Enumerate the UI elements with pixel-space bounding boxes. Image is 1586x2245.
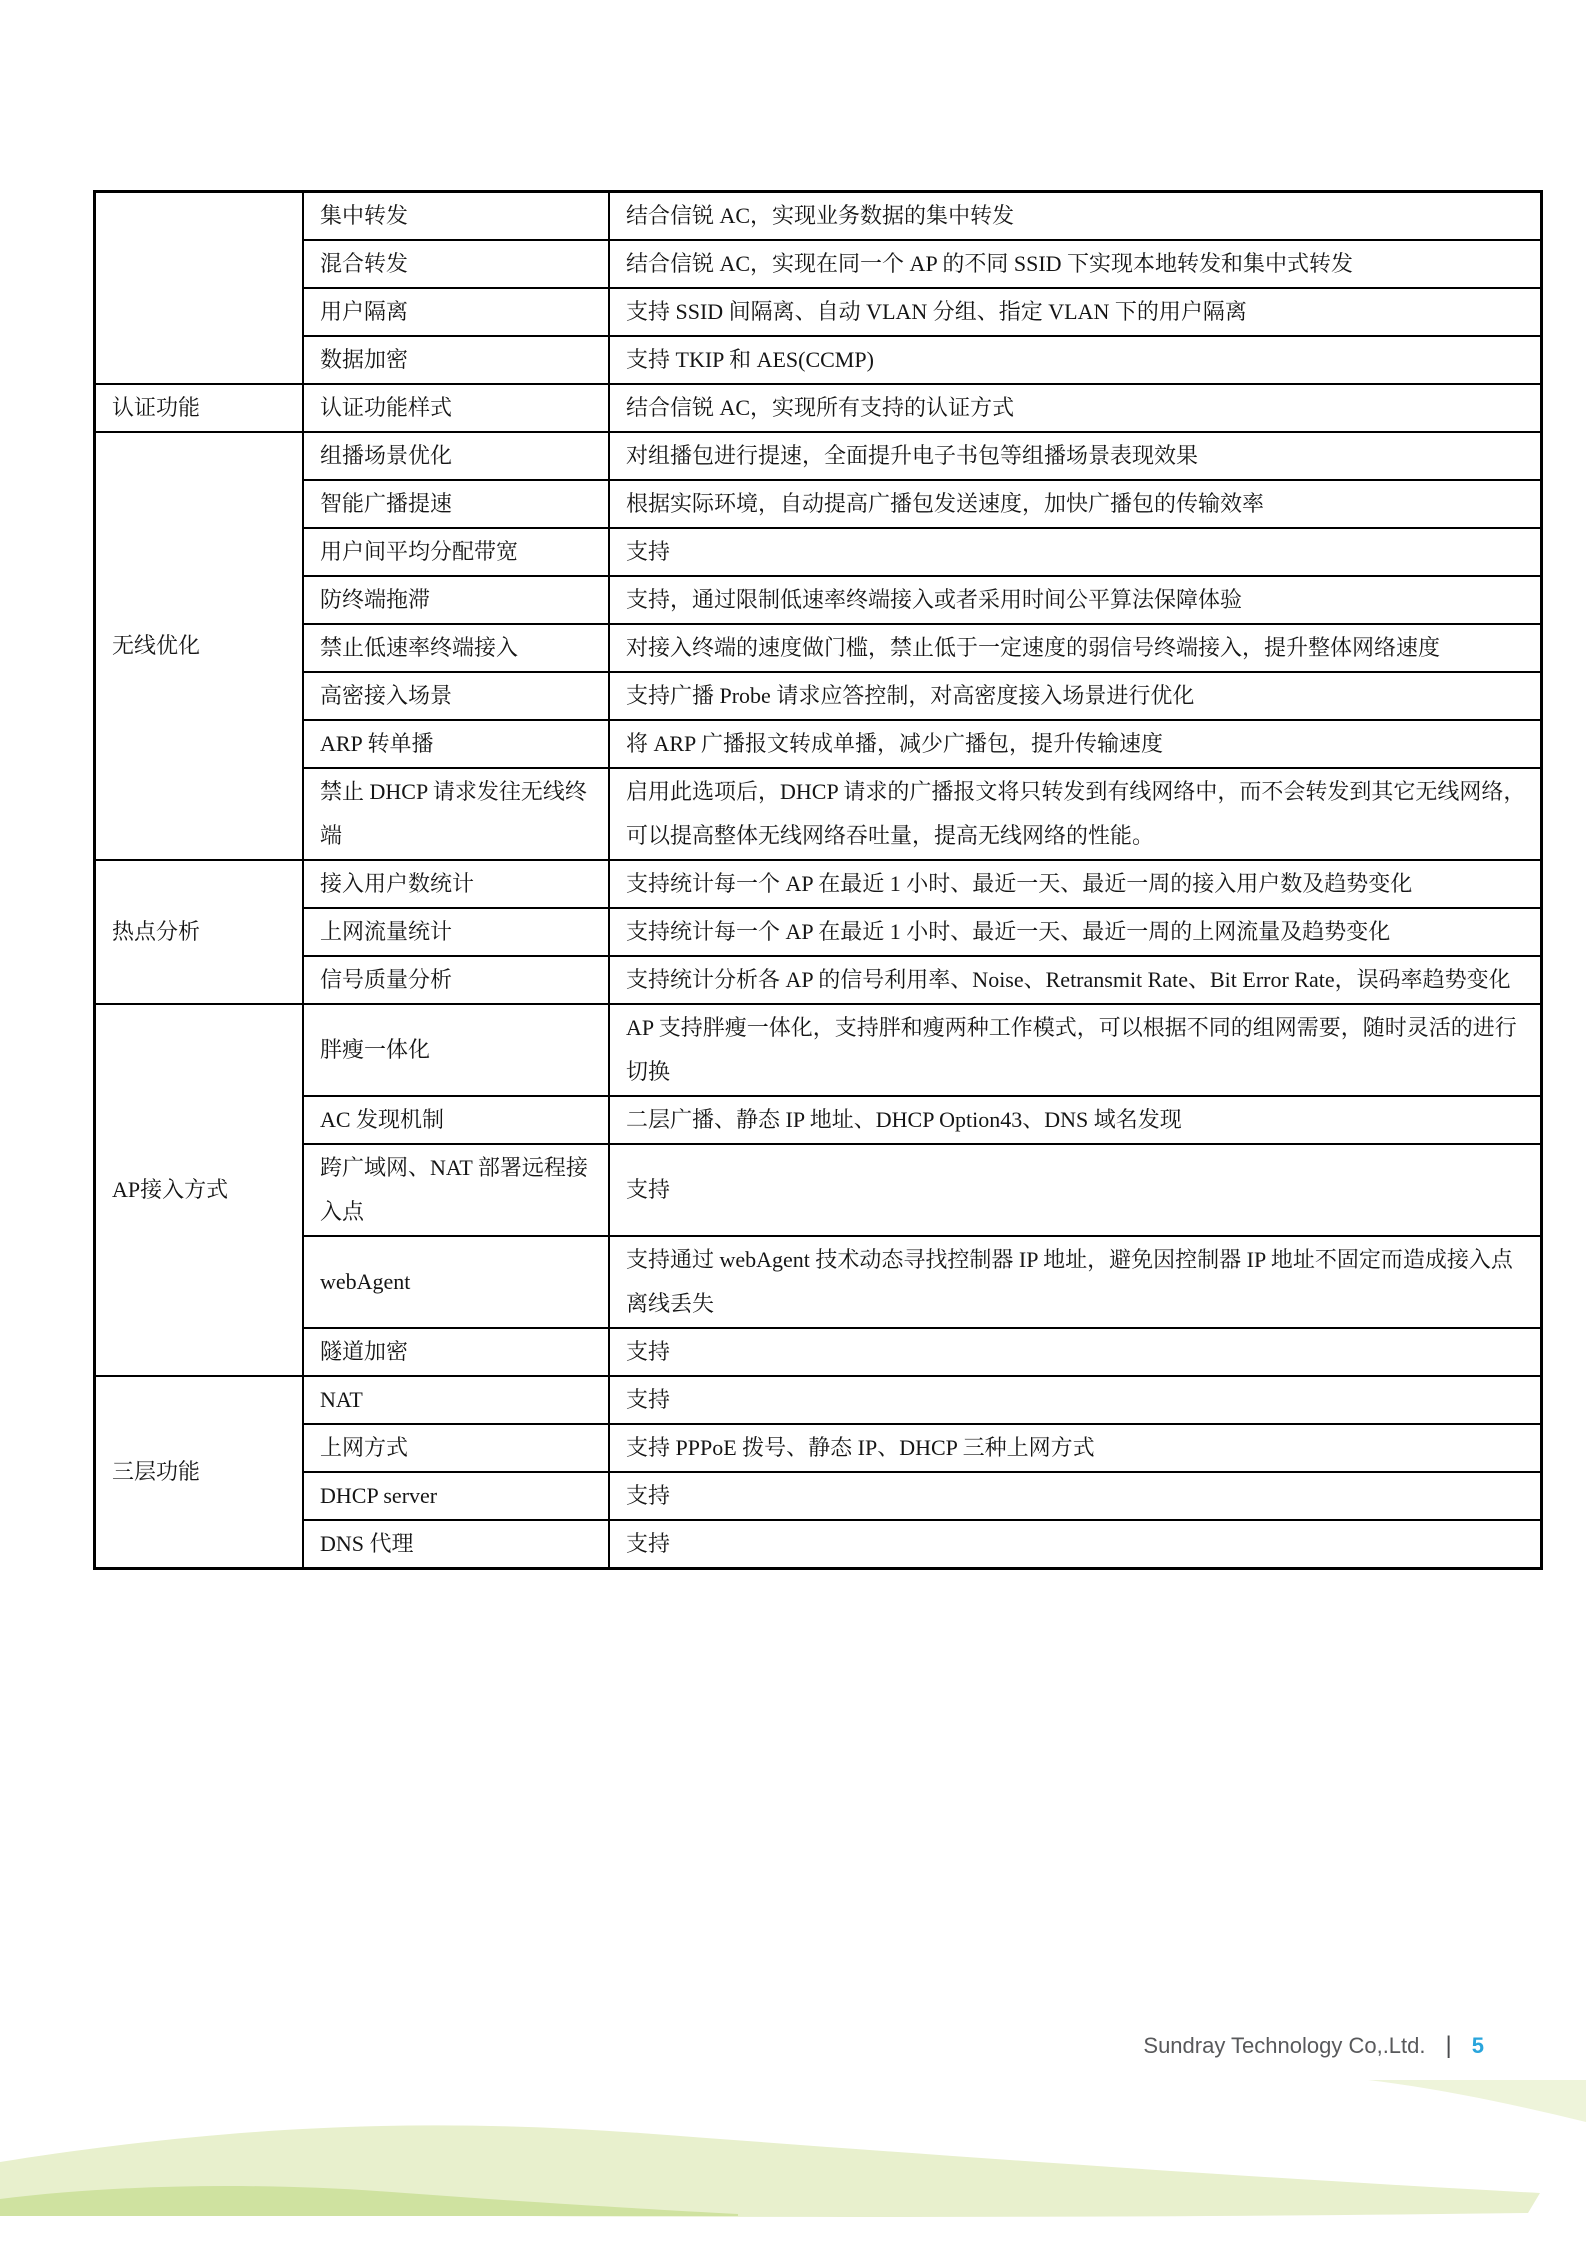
description-cell: 结合信锐 AC，实现所有支持的认证方式 [609,384,1542,432]
category-cell: 认证功能 [95,384,304,432]
table-row [95,528,1542,576]
table-row [95,1004,1542,1096]
description-cell: 支持 [609,1328,1542,1376]
table-row [95,1424,1542,1472]
table-row [95,624,1542,672]
table-row [95,1096,1542,1144]
description-cell: 对组播包进行提速，全面提升电子书包等组播场景表现效果 [609,432,1542,480]
category-cell: AP接入方式 [95,1004,304,1376]
feature-cell: 接入用户数统计 [303,860,609,908]
table-row [95,908,1542,956]
table-row [95,1328,1542,1376]
table-row [95,192,1542,241]
category-cell: 无线优化 [95,432,304,860]
description-cell: 支持 SSID 间隔离、自动 VLAN 分组、指定 VLAN 下的用户隔离 [609,288,1542,336]
description-cell: 二层广播、静态 IP 地址、DHCP Option43、DNS 域名发现 [609,1096,1542,1144]
description-cell: 支持广播 Probe 请求应答控制，对高密度接入场景进行优化 [609,672,1542,720]
table-row [95,480,1542,528]
description-cell: 支持 [609,528,1542,576]
table-row [95,432,1542,480]
feature-cell: 智能广播提速 [303,480,609,528]
table-row [95,956,1542,1004]
description-cell: 支持通过 webAgent 技术动态寻找控制器 IP 地址，避免因控制器 IP 地址不固定而造成接入点离线丢失 [609,1236,1542,1328]
feature-cell: 组播场景优化 [303,432,609,480]
spec-table [93,190,1543,1570]
description-cell: 支持统计每一个 AP 在最近 1 小时、最近一天、最近一周的上网流量及趋势变化 [609,908,1542,956]
feature-cell: webAgent [303,1236,609,1328]
description-cell: 支持统计每一个 AP 在最近 1 小时、最近一天、最近一周的接入用户数及趋势变化 [609,860,1542,908]
feature-cell: 用户隔离 [303,288,609,336]
description-cell: 将 ARP 广播报文转成单播，减少广播包，提升传输速度 [609,720,1542,768]
table-row [95,1520,1542,1569]
description-cell: 支持 TKIP 和 AES(CCMP) [609,336,1542,384]
description-cell: 支持统计分析各 AP 的信号利用率、Noise、Retransmit Rate、Bit Error Rate，误码率趋势变化 [609,956,1542,1004]
feature-cell: DNS 代理 [303,1520,609,1569]
table-row [95,860,1542,908]
feature-cell: 禁止低速率终端接入 [303,624,609,672]
description-cell: 启用此选项后，DHCP 请求的广播报文将只转发到有线网络中，而不会转发到其它无线网络，可以提高整体无线网络吞吐量，提高无线网络的性能。 [609,768,1542,860]
feature-cell: 用户间平均分配带宽 [303,528,609,576]
feature-cell: ARP 转单播 [303,720,609,768]
description-cell: 支持 [609,1520,1542,1569]
description-cell: 支持 [609,1472,1542,1520]
table-row [95,1144,1542,1236]
company-name: Sundray Technology Co,.Ltd. [1143,2033,1426,2058]
feature-cell: 胖瘦一体化 [303,1004,609,1096]
feature-cell: 防终端拖滞 [303,576,609,624]
table-row [95,384,1542,432]
description-cell: 对接入终端的速度做门槛，禁止低于一定速度的弱信号终端接入，提升整体网络速度 [609,624,1542,672]
table-row [95,768,1542,860]
feature-cell: 跨广域网、NAT 部署远程接入点 [303,1144,609,1236]
description-cell: 支持 PPPoE 拨号、静态 IP、DHCP 三种上网方式 [609,1424,1542,1472]
description-cell: 支持 [609,1144,1542,1236]
feature-cell: 混合转发 [303,240,609,288]
category-cell: 热点分析 [95,860,304,1004]
category-cell: 三层功能 [95,1376,304,1569]
description-cell: 支持 [609,1376,1542,1424]
description-cell: 支持，通过限制低速率终端接入或者采用时间公平算法保障体验 [609,576,1542,624]
footer-separator: | [1445,2032,1452,2059]
table-row [95,288,1542,336]
table-row [95,672,1542,720]
feature-cell: 上网方式 [303,1424,609,1472]
table-row [95,240,1542,288]
table-row [95,576,1542,624]
table-row [95,336,1542,384]
table-row [95,1376,1542,1424]
feature-cell: 上网流量统计 [303,908,609,956]
feature-cell: 隧道加密 [303,1328,609,1376]
feature-cell: 高密接入场景 [303,672,609,720]
feature-cell: 禁止 DHCP 请求发往无线终端 [303,768,609,860]
description-cell: 结合信锐 AC，实现业务数据的集中转发 [609,192,1542,241]
feature-cell: 信号质量分析 [303,956,609,1004]
table-row [95,1236,1542,1328]
page-footer [1143,2032,1484,2060]
feature-cell: NAT [303,1376,609,1424]
description-cell: AP 支持胖瘦一体化，支持胖和瘦两种工作模式，可以根据不同的组网需要，随时灵活的进行切换 [609,1004,1542,1096]
table-row [95,1472,1542,1520]
feature-cell: 集中转发 [303,192,609,241]
feature-cell: DHCP server [303,1472,609,1520]
footer-wave-decoration [0,2080,1586,2245]
description-cell: 结合信锐 AC，实现在同一个 AP 的不同 SSID 下实现本地转发和集中式转发 [609,240,1542,288]
page-number: 5 [1471,2033,1484,2058]
wave-pale-right-icon [1368,2080,1586,2122]
feature-cell: AC 发现机制 [303,1096,609,1144]
description-cell: 根据实际环境，自动提高广播包发送速度，加快广播包的传输效率 [609,480,1542,528]
table-row [95,720,1542,768]
category-cell [95,192,304,385]
feature-cell: 数据加密 [303,336,609,384]
feature-cell: 认证功能样式 [303,384,609,432]
